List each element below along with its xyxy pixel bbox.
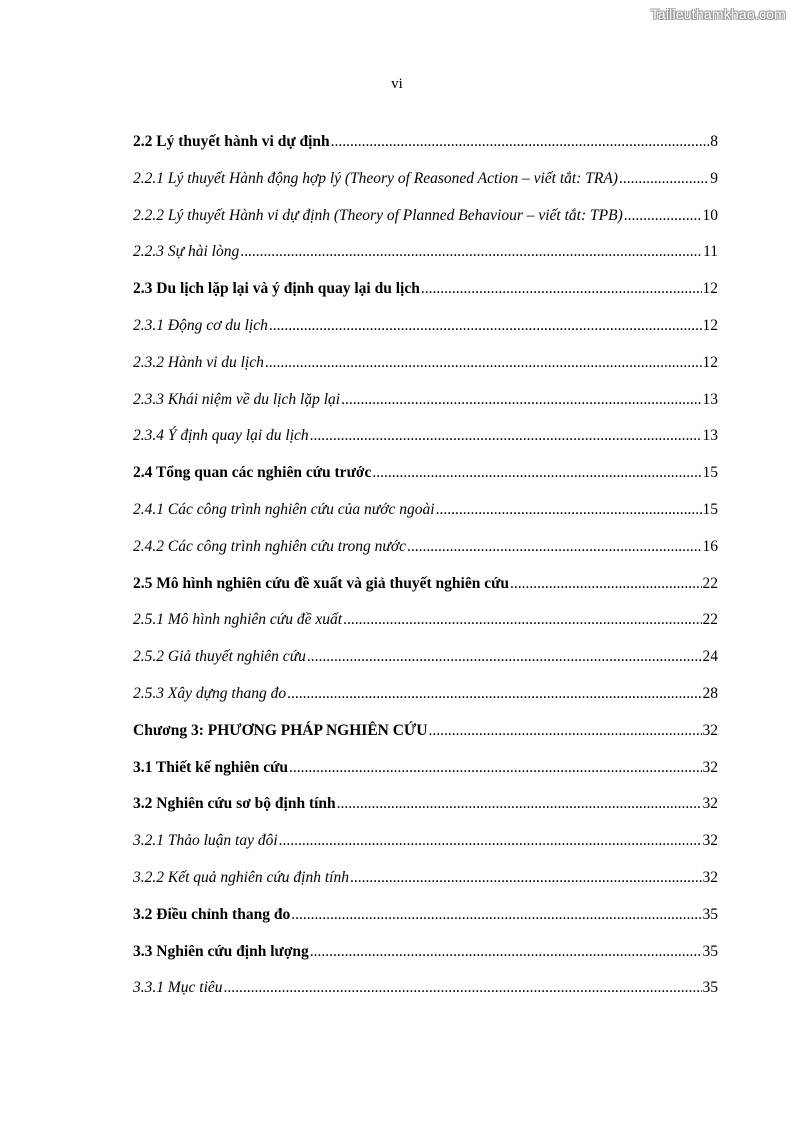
toc-entry-page: 32 xyxy=(702,868,718,886)
toc-entry[interactable] xyxy=(133,757,718,794)
toc-entry-page: 12 xyxy=(702,280,718,298)
toc-entry-page: 12 xyxy=(702,353,718,371)
dot-leader xyxy=(624,205,702,227)
toc-entry-title: 2.3.2 Hành vi du lịch xyxy=(133,353,264,371)
dot-leader xyxy=(289,757,702,779)
toc-entry-title: 2.3.1 Động cơ du lịch xyxy=(133,316,268,334)
dot-leader xyxy=(279,830,702,852)
watermark: Tailieuthamkhao.com xyxy=(650,6,786,22)
dot-leader xyxy=(341,389,701,411)
dot-leader xyxy=(224,977,702,999)
dot-leader xyxy=(619,168,709,190)
toc-entry-page: 15 xyxy=(702,500,718,518)
toc-entry[interactable] xyxy=(133,205,718,242)
toc-entry[interactable] xyxy=(133,425,718,462)
toc-entry-title: 2.3.3 Khái niệm về du lịch lặp lại xyxy=(133,390,341,408)
dot-leader xyxy=(331,131,710,153)
toc-entry-page: 35 xyxy=(702,942,718,960)
toc-entry[interactable] xyxy=(133,352,718,389)
toc-entry-title: 2.2.1 Lý thuyết Hành động hợp lý (Theory of Reasoned Action – viết tắt: TRA) xyxy=(133,169,618,187)
dot-leader xyxy=(343,609,701,631)
toc-entry-page: 16 xyxy=(702,537,718,555)
toc-entry-page: 11 xyxy=(703,243,718,261)
dot-leader xyxy=(310,425,702,447)
table-of-contents xyxy=(133,131,718,1014)
toc-entry-title: 2.2 Lý thuyết hành vi dự định xyxy=(133,133,330,150)
toc-entry[interactable] xyxy=(133,904,718,941)
toc-entry[interactable] xyxy=(133,315,718,352)
toc-entry-page: 32 xyxy=(702,832,718,850)
dot-leader xyxy=(269,315,702,337)
toc-entry[interactable] xyxy=(133,609,718,646)
dot-leader xyxy=(240,241,702,263)
toc-entry[interactable] xyxy=(133,793,718,830)
toc-entry-title: 2.5.1 Mô hình nghiên cứu đề xuất xyxy=(133,611,343,629)
toc-entry-title: 2.5 Mô hình nghiên cứu đề xuất và giả thuyết nghiên cứu xyxy=(133,574,510,592)
toc-entry[interactable] xyxy=(133,278,718,315)
toc-entry-page: 35 xyxy=(702,979,718,997)
toc-entry-page: 22 xyxy=(702,574,718,592)
toc-entry-page: 32 xyxy=(702,795,718,813)
toc-entry-title: 3.2 Điều chỉnh thang đo xyxy=(133,905,291,923)
dot-leader xyxy=(307,646,702,668)
toc-entry-page: 9 xyxy=(710,169,718,187)
toc-entry-title: 2.3 Du lịch lặp lại và ý định quay lại du lịch xyxy=(133,280,420,298)
toc-entry-title: 3.1 Thiết kế nghiên cứu xyxy=(133,758,288,776)
dot-leader xyxy=(510,573,701,595)
toc-entry-page: 12 xyxy=(702,316,718,334)
toc-entry-title: 2.3.4 Ý định quay lại du lịch xyxy=(133,427,309,445)
toc-entry-page: 8 xyxy=(710,133,718,150)
toc-entry-page: 32 xyxy=(702,758,718,776)
toc-entry-title: 2.4.1 Các công trình nghiên cứu của nước ngoài xyxy=(133,500,435,518)
toc-entry[interactable] xyxy=(133,646,718,683)
toc-entry[interactable] xyxy=(133,241,718,278)
toc-entry[interactable] xyxy=(133,168,718,205)
dot-leader xyxy=(428,720,701,742)
toc-entry-title: 2.4 Tổng quan các nghiên cứu trước xyxy=(133,464,372,482)
toc-entry[interactable] xyxy=(133,720,718,757)
dot-leader xyxy=(310,941,702,963)
toc-entry-title: 2.5.3 Xây dựng thang đo xyxy=(133,684,287,702)
toc-entry[interactable] xyxy=(133,462,718,499)
toc-entry-title: 3.2 Nghiên cứu sơ bộ định tính xyxy=(133,795,336,813)
toc-entry-title: 3.2.2 Kết quả nghiên cứu định tính xyxy=(133,868,349,886)
toc-entry-page: 22 xyxy=(702,611,718,629)
dot-leader xyxy=(350,867,702,889)
toc-entry-page: 35 xyxy=(702,905,718,923)
toc-entry[interactable] xyxy=(133,830,718,867)
toc-entry-page: 13 xyxy=(702,390,718,408)
toc-entry-title: Chương 3: PHƯƠNG PHÁP NGHIÊN CỨU xyxy=(133,721,428,739)
dot-leader xyxy=(265,352,702,374)
toc-entry[interactable] xyxy=(133,941,718,978)
dot-leader xyxy=(372,462,701,484)
dot-leader xyxy=(436,499,702,521)
toc-entry-title: 2.5.2 Giả thuyết nghiên cứu xyxy=(133,648,306,666)
toc-entry-page: 15 xyxy=(702,464,718,482)
toc-entry-page: 28 xyxy=(702,684,718,702)
page-number: vi xyxy=(391,76,403,92)
dot-leader xyxy=(337,793,702,815)
dot-leader xyxy=(291,904,701,926)
toc-entry-title: 2.4.2 Các công trình nghiên cứu trong nước xyxy=(133,537,407,555)
toc-entry[interactable] xyxy=(133,573,718,610)
toc-entry[interactable] xyxy=(133,536,718,573)
toc-entry-page: 13 xyxy=(702,427,718,445)
dot-leader xyxy=(407,536,701,558)
toc-entry[interactable] xyxy=(133,499,718,536)
toc-entry[interactable] xyxy=(133,389,718,426)
toc-entry-page: 32 xyxy=(702,721,718,739)
toc-entry-title: 3.2.1 Thảo luận tay đôi xyxy=(133,832,278,850)
toc-entry-page: 10 xyxy=(702,206,718,224)
toc-entry[interactable] xyxy=(133,977,718,1014)
dot-leader xyxy=(287,683,701,705)
toc-entry-title: 3.3.1 Mục tiêu xyxy=(133,979,223,997)
toc-entry[interactable] xyxy=(133,867,718,904)
toc-entry[interactable] xyxy=(133,683,718,720)
toc-entry[interactable] xyxy=(133,131,718,168)
dot-leader xyxy=(421,278,702,300)
toc-entry-title: 2.2.3 Sự hài lòng xyxy=(133,243,240,261)
toc-entry-title: 3.3 Nghiên cứu định lượng xyxy=(133,942,309,960)
toc-entry-page: 24 xyxy=(702,648,718,666)
toc-entry-title: 2.2.2 Lý thuyết Hành vi dự định (Theory of Planned Behaviour – viết tắt: TPB) xyxy=(133,206,623,224)
